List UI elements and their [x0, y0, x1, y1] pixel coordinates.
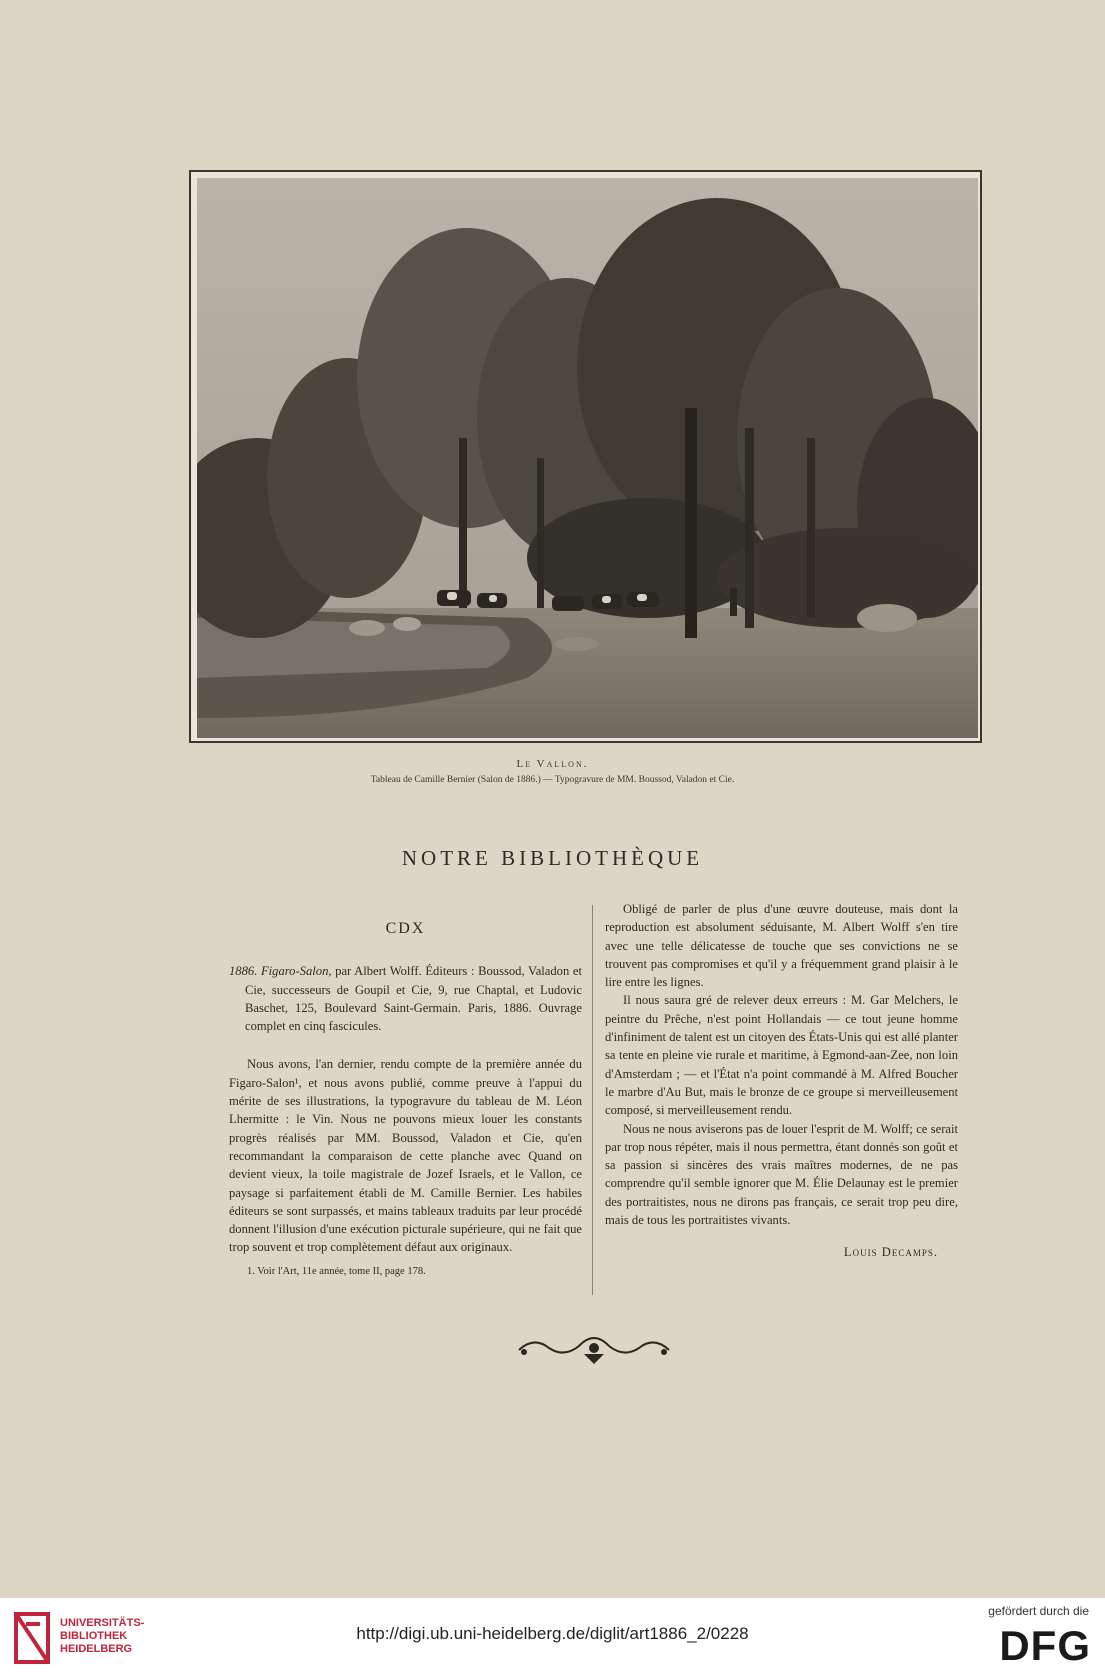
entry-title: 1886. Figaro-Salon, — [229, 964, 332, 979]
review-paragraph-2: Il nous saura gré de relever deux erreurs : M. Gar Melchers, le peintre du Prêche, n'est point Hollandais — ce tout jeune homme d'infiniment de talent est un citoyen des États-Unis qui est allé planter sa tente en pleine vie rurale et maritime, à Egmond-aan-Zee, non loin d'Amsterdam ; — et l'État n'a point commandé à M. Alfred Boucher le marbre d'Au But, mais le bronze de ce groupe si merveilleusement composé, si merveilleusement rendu. — [605, 993, 958, 1118]
dfg-logo: DFG — [999, 1622, 1091, 1669]
left-column — [229, 900, 582, 1279]
fleuron-ornament-icon — [514, 1328, 674, 1368]
review-paragraph-1: Obligé de parler de plus d'une œuvre douteuse, mais dont la reproduction est absolument séduisante, M. Albert Wolff s'en tire avec une telle délicatesse de touche que ses convictions ne se trouvent pas compromises et qu'il y a fréquemment grand plaisir à le lire entre les lignes. — [605, 902, 958, 990]
review-paragraph: Nous avons, l'an dernier, rendu compte de la première année du Figaro-Salon¹, et nous avons publié, comme preuve à l'appui du mérite de ses illustrations, la typogravure du tableau de M. Léon Lhermitte : le Vin. Nous ne pouvons mieux louer les constants progrès réalisés par MM. Boussod, Valadon et Cie, qu'en recommandant la comparaison de cette planche avec Quand on devient vieux, la toile magistrale de Jozef Israels, et le Vallon, ce paysage si parfaitement établi de M. Camille Bernier. Les habiles éditeurs se sont surpassés, et mains tableaux traduits par leur procédé donnent l'illusion d'une exécution picturale supérieure, qui ne fait que trop souvent et trop complètement défaut aux originaux. — [229, 1057, 582, 1255]
right-column — [605, 900, 958, 1262]
author-signature: Louis Decamps. — [843, 1245, 938, 1260]
plate-caption-title: Le Vallon. — [516, 758, 589, 770]
engraving-image-le-vallon — [197, 178, 978, 738]
section-title: NOTRE BIBLIOTHÈQUE — [401, 846, 704, 870]
column-divider — [592, 905, 593, 1295]
plate-caption-credit: Tableau de Camille Bernier (Salon de 1886.) — Typogravure de MM. Boussod, Valadon et Cie. — [370, 775, 735, 785]
library-name-line-3: HEIDELBERG — [60, 1643, 133, 1655]
entry-details: par Albert Wolff. Éditeurs : Boussod, Valadon et Cie, successeurs de Goupil et Cie, 9, rue Chaptal, et Ludovic Baschet, 125, Boulevard Saint-Germain. Paris, 1886. Ouvrage complet en cinq fascicules. — [245, 964, 582, 1034]
entry-number: CDX — [385, 920, 426, 937]
review-paragraph-3: Nous ne nous aviserons pas de louer l'esprit de M. Wolff; ce serait par trop nous répéter, mais il nous permettra, étant donnés son goût et sa passion si sincères des vrais maîtres modernes, de ne pas comprendre qu'il semble ignorer que M. Élie Delaunay est le premier des portraitistes, nous ne dirons pas français, ce serait trop peu dire, mais de tous les portraitistes vivants. — [605, 1121, 958, 1228]
library-name-line-1: UNIVERSITÄTS- — [60, 1617, 145, 1629]
bibliographic-entry — [229, 962, 582, 1035]
library-name-line-2: BIBLIOTHEK — [60, 1630, 128, 1642]
source-url-link[interactable]: http://digi.ub.uni-heidelberg.de/diglit/art1886_2/0228 — [356, 1624, 749, 1643]
footnote: 1. Voir l'Art, 11e année, tome II, page 178. — [247, 1265, 426, 1277]
funded-by-label: gefördert durch die — [988, 1604, 1089, 1618]
